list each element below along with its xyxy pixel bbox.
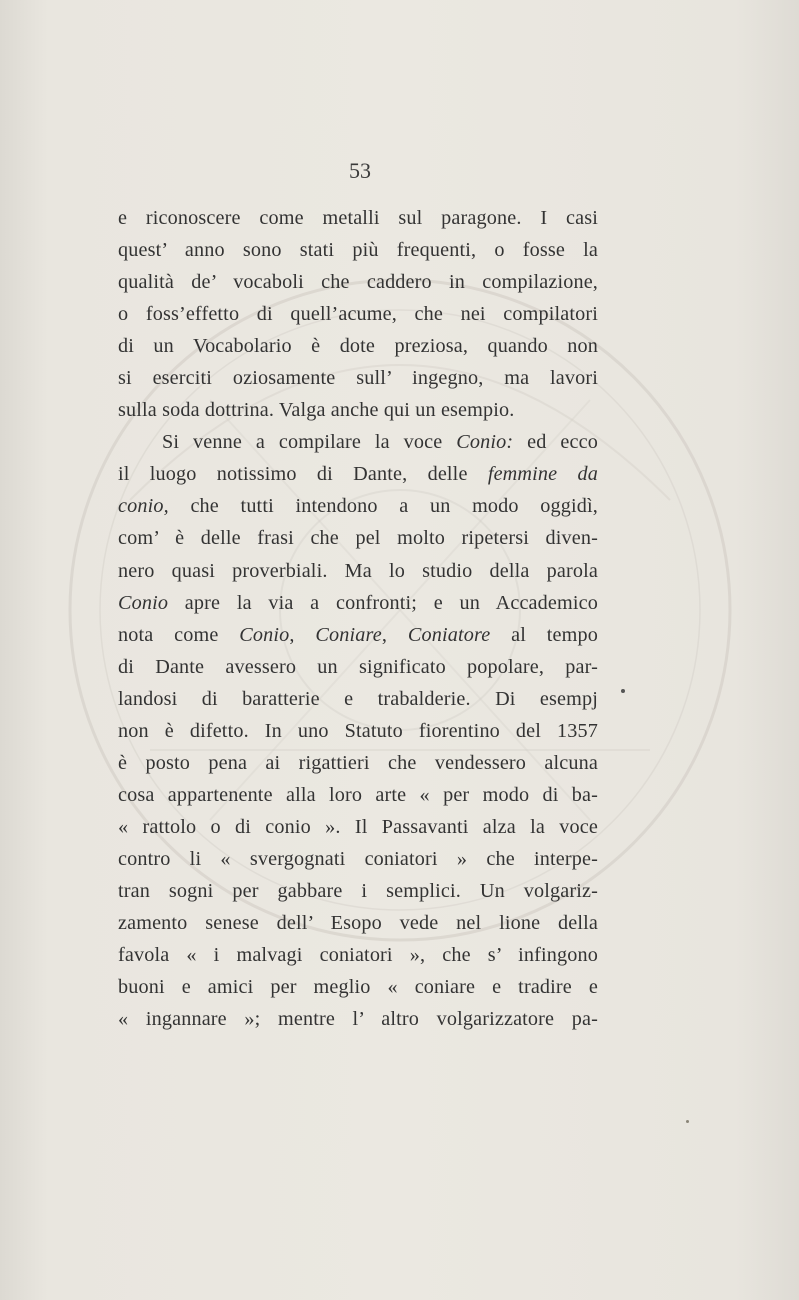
page-number: 53: [349, 158, 371, 183]
body-text: [118, 202, 598, 1035]
text-line: [118, 458, 598, 490]
text-line: è posto pena ai rigattieri che vendessero alcuna: [118, 751, 598, 774]
italic-term: conio,: [118, 495, 169, 518]
text-line: quest’ anno sono stati più frequenti, o fosse la: [118, 239, 598, 262]
text-segment: il luogo notissimo di Dante, delle: [118, 463, 488, 486]
text-line: [118, 490, 598, 522]
text-line: [118, 426, 598, 458]
text-line: landosi di baratterie e trabalderie. Di esempj: [118, 687, 598, 710]
text-line: [118, 619, 598, 651]
text-segment: ,: [289, 623, 316, 646]
text-line: buoni e amici per meglio « coniare e tradire e: [118, 976, 598, 999]
text-segment: Si venne a compilare la voce: [162, 431, 457, 454]
text-line: com’ è delle frasi che pel molto ripetersi diven-: [118, 527, 598, 550]
text-line: di un Vocabolario è dote preziosa, quando non: [118, 335, 598, 358]
text-line: favola « i malvagi coniatori », che s’ infingono: [118, 944, 598, 967]
text-line: e riconoscere come metalli sul paragone. I casi: [118, 207, 598, 229]
text-line: non è difetto. In uno Statuto fiorentino del 1357: [118, 719, 598, 742]
italic-term: Conio:: [456, 431, 514, 454]
text-line: tran sogni per gabbare i semplici. Un volgariz-: [118, 879, 598, 902]
italic-term: Coniatore: [407, 623, 491, 646]
text-line: nero quasi proverbiali. Ma lo studio della parola: [118, 559, 598, 582]
text-line: sulla soda dottrina. Valga anche qui un esempio.: [118, 399, 515, 422]
text-line: [118, 587, 598, 619]
italic-term: Conio: [118, 591, 169, 614]
text-line: si eserciti oziosamente sull’ ingegno, ma lavori: [118, 367, 598, 390]
text-segment: nota come: [118, 623, 240, 646]
ink-speck: [621, 689, 625, 693]
text-segment: apre la via a confronti; e un Accademico: [168, 591, 598, 614]
text-line: zamento senese dell’ Esopo vede nel lione della: [118, 912, 598, 935]
italic-term: Coniare: [315, 623, 382, 646]
text-segment: che tutti intendono a un modo oggidì,: [168, 495, 598, 518]
text-segment: ,: [381, 623, 408, 646]
text-line: « rattolo o di conio ». Il Passavanti alza la voce: [118, 815, 598, 838]
ink-speck: [686, 1120, 689, 1123]
text-line: contro li « svergognati coniatori » che interpe-: [118, 847, 598, 870]
text-line: di Dante avessero un significato popolare, par-: [118, 655, 598, 678]
italic-term: femmine da: [487, 463, 598, 486]
text-segment: al tempo: [490, 623, 598, 646]
text-line: cosa appartenente alla loro arte « per modo di ba-: [118, 783, 598, 806]
text-line: qualità de’ vocaboli che caddero in compilazione,: [118, 271, 598, 294]
text-line: « ingannare »; mentre l’ altro volgarizzatore pa-: [118, 1008, 598, 1031]
italic-term: Conio: [239, 623, 290, 646]
text-line: o foss’effetto di quell’acume, che nei compilatori: [118, 303, 598, 326]
text-segment: ed ecco: [513, 431, 598, 454]
